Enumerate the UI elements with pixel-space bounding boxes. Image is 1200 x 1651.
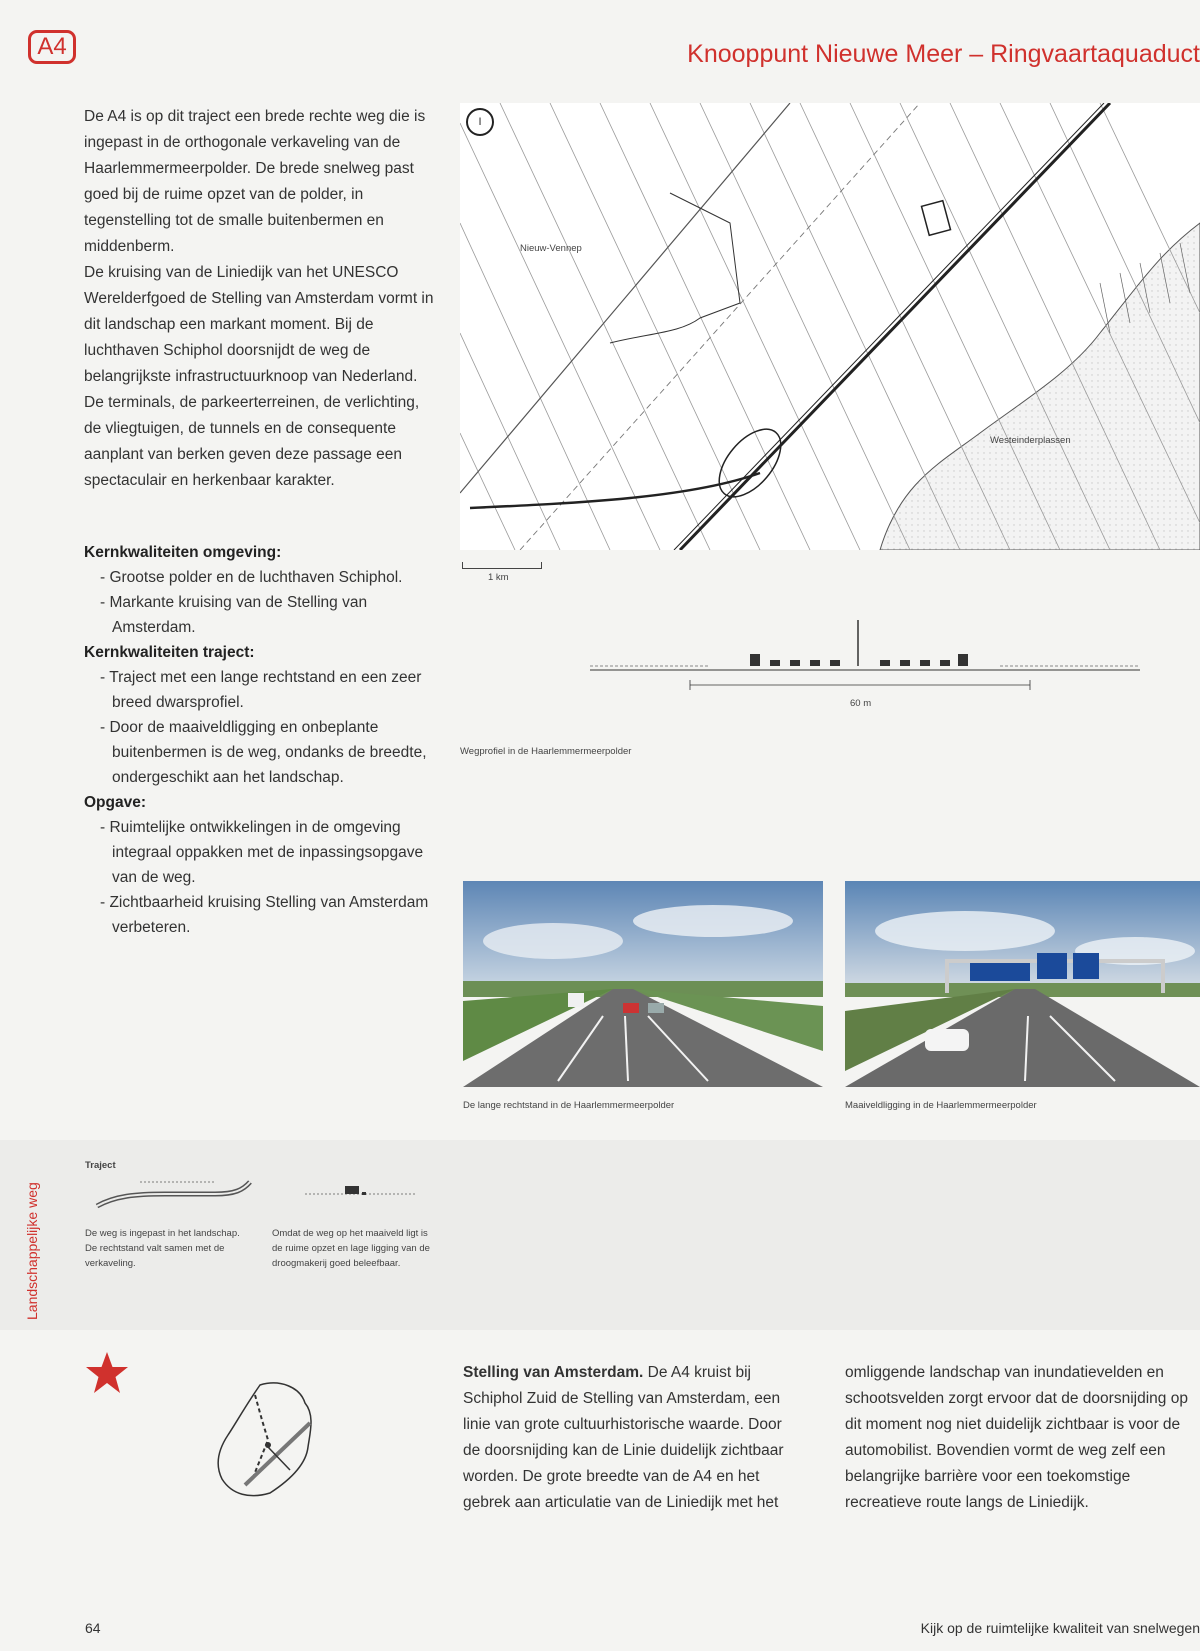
list-item: - Traject met een lange rechtstand en een zeer breed dwarsprofiel. <box>100 665 444 715</box>
photo-left-caption: De lange rechtstand in de Haarlemmermeerpolder <box>463 1100 675 1111</box>
omgeving-heading: Kernkwaliteiten omgeving: <box>84 544 282 561</box>
star-icon <box>84 1350 130 1396</box>
map-drawing <box>460 103 1200 550</box>
list-item: - Door de maaiveldligging en onbeplante buitenbermen is de weg, ondanks de breedte, ondergeschikt aan het landschap. <box>100 715 444 790</box>
map-outline-icon <box>210 1375 330 1505</box>
opgave-list <box>84 815 444 940</box>
band-text-right: Omdat de weg op het maaiveld ligt is de ruime opzet en lage ligging van de droogmakerij goed beleefbaar. <box>272 1228 430 1269</box>
list-item: - Grootse polder en de luchthaven Schiphol. <box>100 565 444 590</box>
map-scale-label: 1 km <box>488 572 509 583</box>
road-profile <box>460 610 1200 730</box>
stelling-column-2: omliggende landschap van inundatievelden en schootsvelden zorgt ervoor dat de doorsnijding op dit moment nog niet duidelijk zichtbaar is voor de automobilist. Bovendien vormt de weg zelf een belangrijke barrière voor een toekomstige recreatieve route langs de Liniedijk. <box>845 1364 1188 1511</box>
profile-mini-diagram <box>305 1182 415 1198</box>
list-item: - Zichtbaarheid kruising Stelling van Amsterdam verbeteren. <box>100 890 444 940</box>
page-title: Knooppunt Nieuwe Meer – Ringvaartaquaduct <box>687 40 1200 68</box>
route-map <box>460 103 1200 550</box>
map-label-lake: Westeinderplassen <box>990 435 1071 446</box>
route-badge: A4 <box>28 30 76 64</box>
vertical-label-text: Landschappelijke weg <box>24 1182 40 1320</box>
traject-heading: Kernkwaliteiten traject: <box>84 644 255 661</box>
intro-paragraph-1: De A4 is op dit traject een brede rechte weg die is ingepast in de orthogonale verkaveling van de Haarlemmermeerpolder. De brede snelweg past goed bij de ruime opzet van de polder, in tegenstelling tot de smalle buitenbermen en middenberm. <box>84 108 426 255</box>
traject-diagram <box>95 1172 255 1212</box>
map-label-town: Nieuw-Vennep <box>520 243 582 254</box>
omgeving-list <box>84 565 444 640</box>
footer-title: Kijk op de ruimtelijke kwaliteit van snelwegen <box>920 1620 1200 1636</box>
band-text-left: De weg is ingepast in het landschap. De rechtstand valt samen met de verkaveling. <box>85 1228 240 1269</box>
stelling-text-1: De A4 kruist bij Schiphol Zuid de Stelling van Amsterdam, een linie van grote cultuurhistorische waarde. Door de doorsnijding kan de Linie duidelijk zichtbaar worden. De grote breedte van de A4 en het gebrek aan articulatie van de Liniedijk met het <box>463 1364 784 1511</box>
opgave-heading: Opgave: <box>84 794 147 811</box>
profile-caption: Wegprofiel in de Haarlemmermeerpolder <box>460 746 632 757</box>
stelling-column-1 <box>463 1360 803 1516</box>
list-item: - Markante kruising van de Stelling van Amsterdam. <box>100 590 444 640</box>
photo-right-caption: Maaiveldligging in de Haarlemmermeerpolder <box>845 1100 1037 1111</box>
intro-text <box>84 104 436 494</box>
traject-list <box>84 665 444 790</box>
photo-ground-level <box>845 881 1200 1087</box>
stelling-heading: Stelling van Amsterdam. <box>463 1364 644 1381</box>
core-qualities <box>84 540 444 940</box>
page-number: 64 <box>85 1620 101 1636</box>
diagram-title: Traject <box>85 1160 116 1171</box>
map-scale-bar <box>462 562 542 569</box>
vertical-label <box>24 1150 48 1320</box>
profile-drawing <box>460 610 1200 730</box>
photo-straight-road <box>463 881 823 1087</box>
list-item: - Ruimtelijke ontwikkelingen in de omgeving integraal oppakken met de inpassingsopgave van de weg. <box>100 815 444 890</box>
profile-scale-label: 60 m <box>850 698 872 709</box>
map-marker: I <box>466 108 494 136</box>
intro-paragraph-2: De kruising van de Liniedijk van het UNESCO Werelderfgoed de Stelling van Amsterdam vormt in dit landschap een markant moment. Bij de luchthaven Schiphol doorsnijdt de weg de belangrijkste infrastructuurknoop van Nederland. De terminals, de parkeerterreinen, de verlichting, de vliegtuigen, de tunnels en de consequente aanplant van berken geven deze passage een spectaculair en herkenbaar karakter. <box>84 264 434 489</box>
